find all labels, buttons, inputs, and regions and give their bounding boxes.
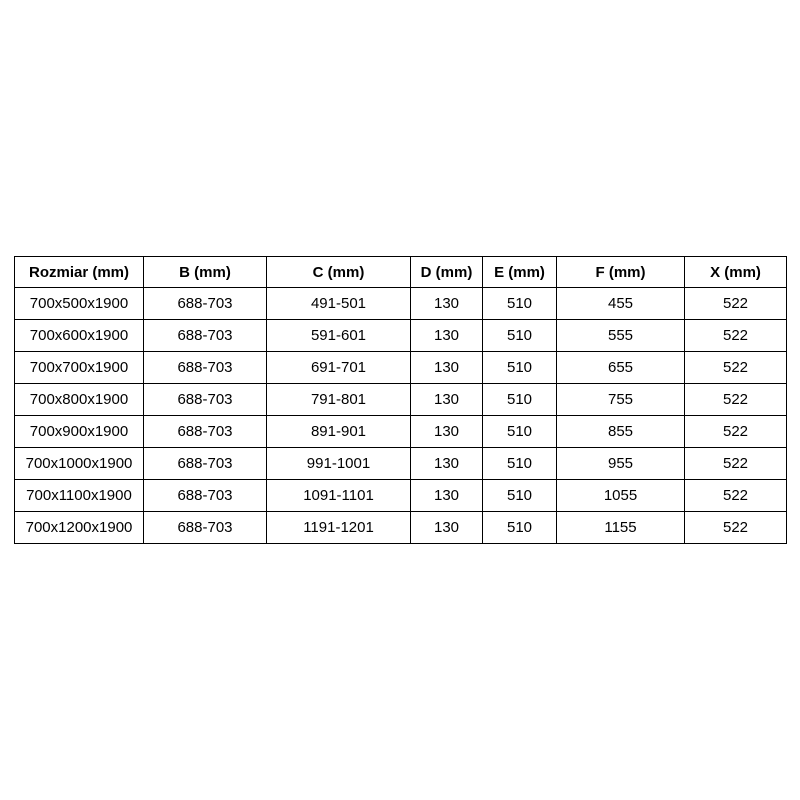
table-cell: 130: [411, 320, 483, 352]
table-cell: 522: [685, 384, 787, 416]
table-cell: 700x500x1900: [15, 288, 144, 320]
table-cell: 130: [411, 448, 483, 480]
table-cell: 688-703: [144, 352, 267, 384]
table-cell: 655: [557, 352, 685, 384]
column-header: X (mm): [685, 257, 787, 288]
size-spec-table: [14, 256, 787, 544]
table-cell: 130: [411, 416, 483, 448]
table-cell: 130: [411, 288, 483, 320]
table-cell: 522: [685, 288, 787, 320]
table-cell: 688-703: [144, 320, 267, 352]
table-cell: 591-601: [267, 320, 411, 352]
table-cell: 510: [483, 416, 557, 448]
table-cell: 688-703: [144, 288, 267, 320]
table-row: [15, 320, 787, 352]
table-cell: 455: [557, 288, 685, 320]
table-row: [15, 448, 787, 480]
table-cell: 691-701: [267, 352, 411, 384]
table-row: [15, 512, 787, 544]
table-cell: 522: [685, 416, 787, 448]
table-cell: 991-1001: [267, 448, 411, 480]
header-row: [15, 257, 787, 288]
column-header: C (mm): [267, 257, 411, 288]
table-cell: 700x800x1900: [15, 384, 144, 416]
column-header: D (mm): [411, 257, 483, 288]
table-cell: 700x600x1900: [15, 320, 144, 352]
table-cell: 688-703: [144, 416, 267, 448]
table-cell: 510: [483, 512, 557, 544]
column-header: B (mm): [144, 257, 267, 288]
table-cell: 130: [411, 480, 483, 512]
table-cell: 855: [557, 416, 685, 448]
table-cell: 130: [411, 512, 483, 544]
table-cell: 700x1000x1900: [15, 448, 144, 480]
table-cell: 891-901: [267, 416, 411, 448]
table-row: [15, 480, 787, 512]
table-cell: 700x700x1900: [15, 352, 144, 384]
table-cell: 688-703: [144, 448, 267, 480]
table-cell: 700x1200x1900: [15, 512, 144, 544]
size-spec-table-container: [14, 256, 787, 544]
table-cell: 1191-1201: [267, 512, 411, 544]
table-cell: 522: [685, 512, 787, 544]
table-cell: 955: [557, 448, 685, 480]
table-cell: 522: [685, 320, 787, 352]
column-header: E (mm): [483, 257, 557, 288]
table-cell: 130: [411, 352, 483, 384]
table-cell: 510: [483, 352, 557, 384]
table-body: [15, 288, 787, 544]
table-cell: 688-703: [144, 512, 267, 544]
column-header: Rozmiar (mm): [15, 257, 144, 288]
table-cell: 522: [685, 480, 787, 512]
table-cell: 510: [483, 320, 557, 352]
table-row: [15, 288, 787, 320]
table-cell: 700x1100x1900: [15, 480, 144, 512]
column-header: F (mm): [557, 257, 685, 288]
table-cell: 491-501: [267, 288, 411, 320]
table-cell: 688-703: [144, 384, 267, 416]
table-cell: 1091-1101: [267, 480, 411, 512]
table-row: [15, 384, 787, 416]
table-row: [15, 352, 787, 384]
table-header: [15, 257, 787, 288]
table-cell: 688-703: [144, 480, 267, 512]
table-cell: 130: [411, 384, 483, 416]
table-cell: 1155: [557, 512, 685, 544]
table-cell: 510: [483, 288, 557, 320]
table-cell: 1055: [557, 480, 685, 512]
table-cell: 510: [483, 448, 557, 480]
table-cell: 522: [685, 448, 787, 480]
table-row: [15, 416, 787, 448]
table-cell: 510: [483, 384, 557, 416]
table-cell: 700x900x1900: [15, 416, 144, 448]
table-cell: 791-801: [267, 384, 411, 416]
table-cell: 755: [557, 384, 685, 416]
table-cell: 522: [685, 352, 787, 384]
table-cell: 510: [483, 480, 557, 512]
table-cell: 555: [557, 320, 685, 352]
